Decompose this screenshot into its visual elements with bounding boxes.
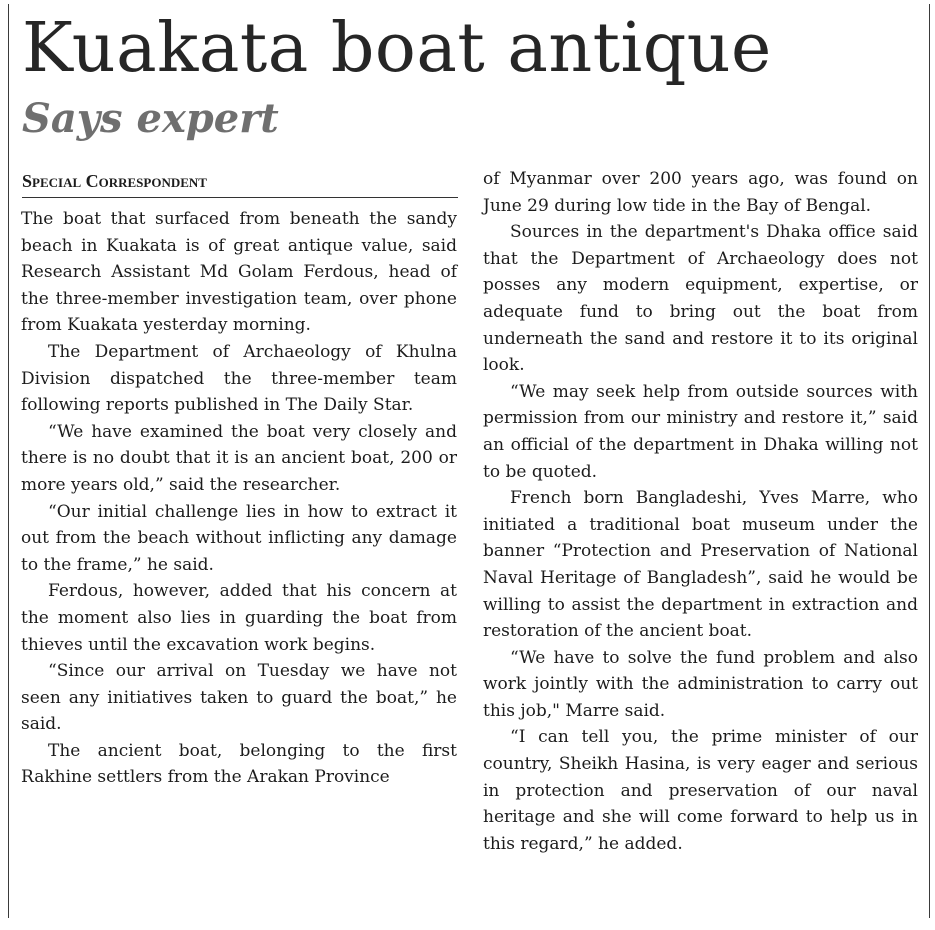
paragraph: The boat that surfaced from beneath the sandy beach in Kuakata is of great antique value, said Research Assistant Md Golam Ferdous, head of the three-member investigation team, over phone from Kuakata yesterday morning. [21, 209, 457, 336]
paragraph: “Our initial challenge lies in how to extract it out from the beach without inflicting any damage to the frame,” he said. [21, 501, 457, 575]
paragraph: Ferdous, however, added that his concern at the moment also lies in guarding the boat from thieves until the excavation work begins. [21, 581, 457, 655]
paragraph: “We have to solve the fund problem and also work jointly with the administration to carry out this job," Marre said. [483, 647, 918, 721]
left-column-rule [8, 4, 9, 918]
subheadline: Says expert [22, 95, 279, 142]
paragraph: “I can tell you, the prime minister of our country, Sheikh Hasina, is very eager and serious in protection and preservation of our naval heritage and she will come forward to help us in this regard,” he added. [483, 727, 918, 854]
paragraph: of Myanmar over 200 years ago, was found on June 29 during low tide in the Bay of Bengal. [483, 169, 918, 216]
paragraph: Sources in the department's Dhaka office said that the Department of Archaeology does not posses any modern equipment, expertise, or adequate fund to bring out the boat from underneath the sand and restore it to its original look. [483, 222, 918, 376]
headline: Kuakata boat antique [22, 9, 772, 88]
paragraph: “Since our arrival on Tuesday we have not seen any initiatives taken to guard the boat,” he said. [21, 661, 457, 735]
paragraph: The ancient boat, belonging to the first Rakhine settlers from the Arakan Province [21, 740, 457, 788]
paragraph: The Department of Archaeology of Khulna Division dispatched the three-member team following reports published in The Daily Star. [21, 341, 457, 416]
paragraph: French born Bangladeshi, Yves Marre, who initiated a traditional boat museum under the banner “Protection and Preservation of National Naval Heritage of Bangladesh”, said he would be willing to assist the department in extraction and restoration of the ancient boat. [483, 488, 918, 642]
paragraph: “We may seek help from outside sources with permission from our ministry and restore it,” said an official of the department in Dhaka willing not to be quoted. [483, 381, 918, 482]
article-column-2 [483, 166, 918, 857]
byline: Special Correspondent [22, 170, 458, 198]
article-column-1 [21, 206, 457, 791]
paragraph: “We have examined the boat very closely and there is no doubt that it is an ancient boat, 200 or more years old,” said the researcher. [21, 421, 457, 495]
right-column-rule [929, 4, 930, 918]
